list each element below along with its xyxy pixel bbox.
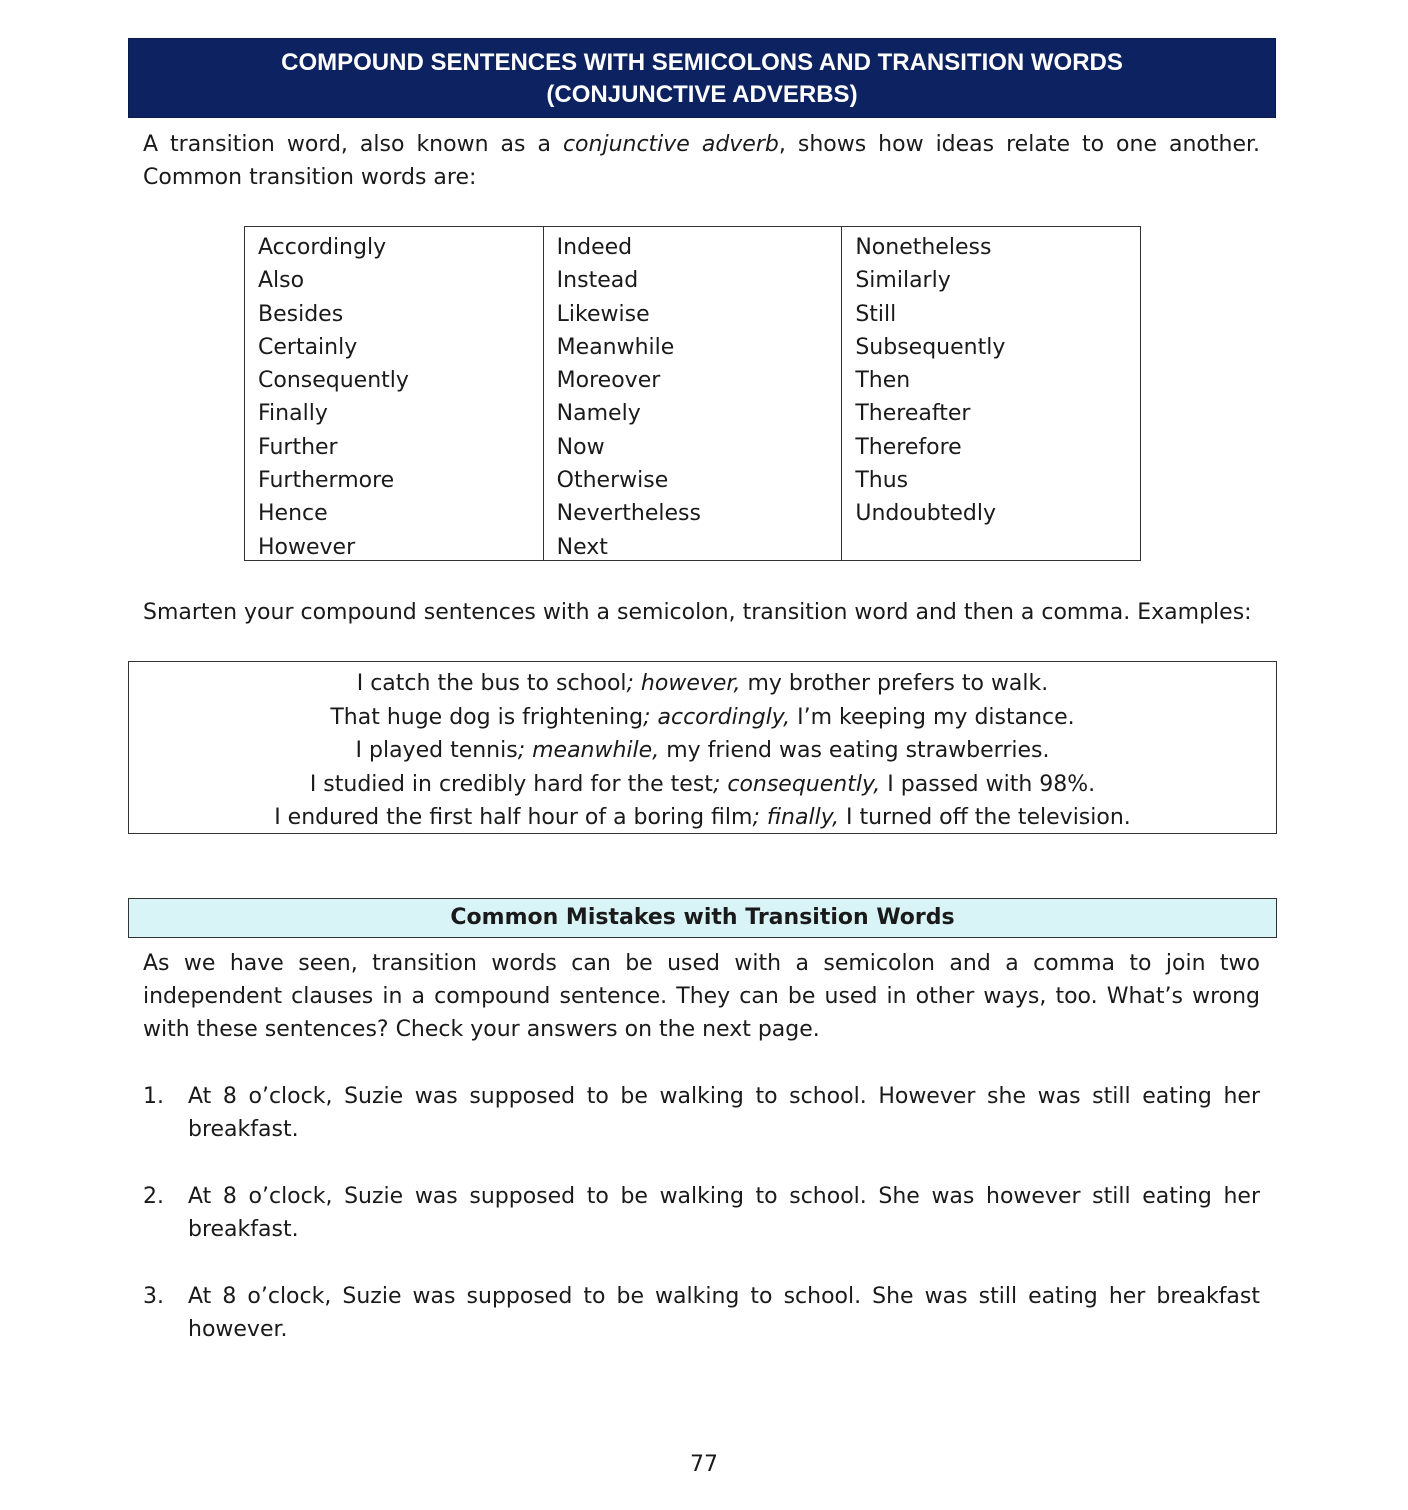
transition-word: Nevertheless bbox=[556, 501, 701, 527]
question-text: At 8 o’clock, Suzie was supposed to be walking to school. However she was still eating her breakfast. bbox=[188, 1084, 1260, 1142]
question-item bbox=[143, 1080, 1260, 1146]
example-clause-2: I passed with 98%. bbox=[880, 771, 1096, 797]
transition-word: Hence bbox=[258, 501, 328, 527]
transition-word: Therefore bbox=[855, 434, 962, 460]
transition-word: Otherwise bbox=[556, 468, 669, 494]
transition-word: Instead bbox=[556, 268, 639, 294]
transition-word: Moreover bbox=[556, 368, 661, 394]
example-sentence bbox=[129, 768, 1276, 802]
page-number: 77 bbox=[690, 1452, 718, 1477]
transition-word: Meanwhile bbox=[556, 334, 675, 360]
transition-words-column-1 bbox=[245, 227, 544, 560]
examples-box bbox=[128, 661, 1277, 834]
example-clause-1: I played tennis bbox=[355, 738, 518, 763]
transition-word: Likewise bbox=[556, 301, 650, 327]
example-clause-2: I’m keeping my distance. bbox=[790, 704, 1075, 730]
example-sentence bbox=[129, 667, 1276, 701]
example-transition: ; meanwhile, bbox=[517, 738, 660, 763]
transition-word: However bbox=[258, 534, 356, 560]
example-sentence bbox=[129, 734, 1276, 768]
transition-word: Besides bbox=[258, 301, 344, 327]
transition-word: Now bbox=[556, 434, 605, 460]
page-title-banner bbox=[128, 38, 1276, 118]
transition-word: Certainly bbox=[258, 334, 358, 360]
transition-word: Then bbox=[855, 368, 911, 394]
example-clause-1: I catch the bus to school bbox=[356, 671, 627, 696]
transition-word: Thus bbox=[855, 468, 909, 494]
transition-word: Namely bbox=[556, 401, 641, 427]
question-text: At 8 o’clock, Suzie was supposed to be walking to school. She was still eating her breakfast however. bbox=[188, 1284, 1260, 1342]
example-clause-1: I studied in credibly hard for the test bbox=[309, 771, 713, 797]
intro-paragraph bbox=[143, 128, 1260, 194]
transition-word: Further bbox=[258, 434, 338, 460]
page-title-line-1: COMPOUND SENTENCES WITH SEMICOLONS AND TRANSITION WORDS bbox=[281, 49, 1123, 76]
example-clause-2: my friend was eating strawberries. bbox=[659, 738, 1050, 763]
intro-text-before: A transition word, also known as a bbox=[143, 132, 563, 157]
transition-word: Also bbox=[258, 268, 305, 294]
question-item bbox=[143, 1180, 1260, 1246]
intro-text-after: , shows how ideas relate to one another. Common transition words are: bbox=[143, 132, 1261, 190]
intro-term: conjunctive adverb bbox=[562, 132, 779, 157]
example-clause-1: I endured the first half hour of a boring film bbox=[274, 805, 753, 830]
transition-word: Undoubtedly bbox=[855, 501, 996, 527]
mistakes-intro: As we have seen, transition words can be used with a semicolon and a comma to join two independent clauses in a compound sentence. They can be used in other ways, too. What’s wrong with these sentences? Check your answers on the next page. bbox=[143, 951, 1260, 1042]
example-clause-2: my brother prefers to walk. bbox=[740, 671, 1049, 696]
transition-word: Still bbox=[855, 301, 897, 327]
question-number: 1. bbox=[143, 1084, 164, 1109]
example-transition: ; however, bbox=[626, 671, 741, 696]
transition-word: Next bbox=[556, 534, 608, 560]
example-sentence bbox=[129, 701, 1276, 735]
transition-word: Furthermore bbox=[258, 468, 395, 494]
transition-words-table bbox=[244, 226, 1141, 561]
example-sentence bbox=[129, 801, 1276, 835]
examples-intro: Smarten your compound sentences with a semicolon, transition word and then a comma. Examples: bbox=[143, 600, 1252, 625]
example-clause-1: That huge dog is frightening bbox=[330, 704, 644, 730]
example-transition: ; finally, bbox=[752, 805, 840, 830]
transition-word: Nonetheless bbox=[855, 235, 992, 260]
page-title-line-2: (CONJUNCTIVE ADVERBS) bbox=[546, 81, 858, 108]
question-number: 2. bbox=[143, 1184, 164, 1209]
transition-word: Consequently bbox=[258, 368, 409, 394]
question-number: 3. bbox=[143, 1284, 164, 1309]
transition-word: Similarly bbox=[855, 268, 951, 294]
transition-words-column-2 bbox=[544, 227, 843, 560]
example-clause-2: I turned off the television. bbox=[839, 805, 1131, 830]
example-transition: ; consequently, bbox=[712, 771, 881, 797]
question-item bbox=[143, 1280, 1260, 1346]
example-transition: ; accordingly, bbox=[643, 704, 791, 730]
transition-word: Thereafter bbox=[855, 401, 971, 427]
common-mistakes-heading: Common Mistakes with Transition Words bbox=[128, 898, 1277, 938]
question-text: At 8 o’clock, Suzie was supposed to be walking to school. She was however still eating her breakfast. bbox=[188, 1184, 1260, 1242]
transition-word: Accordingly bbox=[258, 235, 387, 260]
transition-words-column-3 bbox=[842, 227, 1140, 560]
transition-word: Subsequently bbox=[855, 334, 1006, 360]
transition-word: Indeed bbox=[556, 235, 633, 260]
transition-word: Finally bbox=[258, 401, 328, 427]
